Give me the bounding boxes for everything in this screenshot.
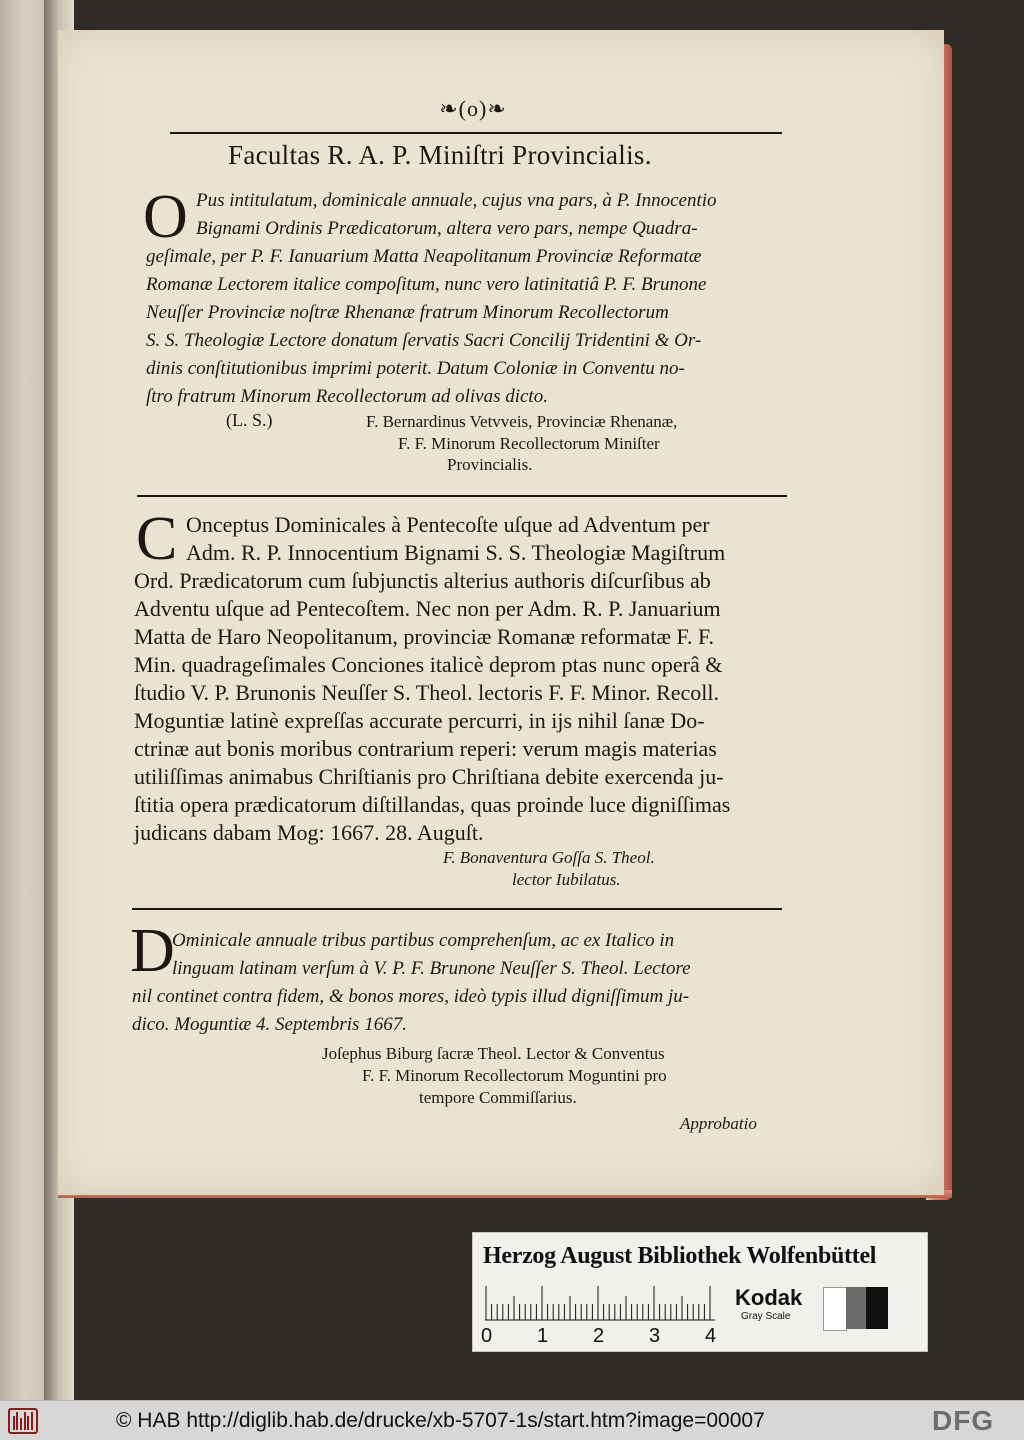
text-line: S. S. Theologiæ Lectore donatum ſervatis Sacri Concilij Tridentini & Or- [146, 330, 702, 351]
viewer-footer [0, 1400, 1024, 1440]
text-line: judicans dabam Mog: 1667. 28. Auguſt. [134, 820, 484, 845]
page-title: Facultas R. A. P. Miniſtri Provincialis. [228, 140, 652, 170]
text-line: Neuſſer Provinciæ noſtræ Rhenanæ fratrum Minorum Recollectorum [146, 302, 669, 323]
gray-patch-mid [846, 1287, 866, 1329]
dropcap-c: C [136, 505, 178, 573]
text-line: linguam latinam verſum à V. P. F. Brunone Neuſſer S. Theol. Lectore [172, 958, 691, 979]
signature-line: F. Bernardinus Vetvveis, Provinciæ Rhenanæ, [366, 412, 678, 431]
text-line: Matta de Haro Neopolitanum, provinciæ Romanæ reformatæ F. F. [134, 624, 714, 649]
signature-line: F. Bonaventura Goſſa S. Theol. [443, 848, 655, 867]
text-line: ſtitia opera prædicatorum diſtillandas, quas proinde luce digniſſimas [134, 792, 731, 817]
dfg-logo: DFG [932, 1405, 995, 1436]
ruler-number: 1 [537, 1325, 549, 1347]
dropcap-o: O [143, 183, 188, 251]
text-line: Adventu uſque ad Pentecoſtem. Nec non per Adm. R. P. Januarium [134, 596, 721, 621]
ruler-number: 4 [705, 1325, 717, 1347]
signature-line: F. F. Minorum Recollectorum Moguntini pro [362, 1066, 667, 1085]
text-line: Onceptus Dominicales à Pentecoſte uſque ad Adventum per [186, 512, 710, 537]
text-line: Bignami Ordinis Prædicatorum, altera vero pars, nempe Quadra- [196, 218, 698, 239]
rule-top [170, 132, 782, 134]
archive-color-card [472, 1232, 928, 1352]
text-line: Ominicale annuale tribus partibus comprehenſum, ac ex Italico in [172, 930, 675, 951]
gray-patch-black [866, 1287, 888, 1329]
ruler-scale [485, 1285, 715, 1321]
copyright-url: © HAB http://diglib.hab.de/drucke/xb-5707-1s/start.htm?image=00007 [116, 1409, 765, 1432]
signature-line: Joſephus Biburg ſacræ Theol. Lector & Conventus [322, 1044, 665, 1063]
catchword: Approbatio [680, 1114, 757, 1133]
gray-scale-label: Gray Scale [741, 1311, 791, 1322]
text-line: Moguntiæ latinè expreſſas accurate percurri, in ijs nihil ſanæ Do- [134, 708, 705, 733]
text-line: Min. quadrageſimales Conciones italicè deprom ptas nunc operâ & [134, 652, 723, 677]
text-line: nil continet contra fidem, & bonos mores, ideò typis illud digniſſimum ju- [132, 986, 690, 1007]
gray-patch-white [823, 1287, 847, 1331]
ruler-number: 0 [481, 1325, 493, 1347]
hab-logo-icon [8, 1408, 38, 1434]
ruler-number: 3 [649, 1325, 661, 1347]
text-line: utiliſſimas animabus Chriſtianis pro Chriſtiana debite exercenda ju- [134, 764, 724, 789]
kodak-brand: Kodak [735, 1285, 803, 1310]
text-line: Adm. R. P. Innocentium Bignami S. S. Theologiæ Magiſtrum [186, 540, 726, 565]
text-line: ſtro fratrum Minorum Recollectorum ad olivas dicto. [146, 386, 548, 407]
rule-divider [132, 908, 782, 910]
header-ornament: ❧(o)❧ [439, 96, 507, 121]
signature-line: tempore Commiſſarius. [419, 1088, 577, 1107]
text-line: geſimale, per P. F. Ianuarium Matta Neapolitanum Provinciæ Reformatæ [146, 246, 702, 267]
dropcap-d: D [130, 917, 175, 985]
signature-line: F. F. Minorum Recollectorum Miniſter [398, 434, 660, 453]
signature-line: lector Iubilatus. [512, 870, 621, 889]
text-line: dinis conſtitutionibus imprimi poterit. Datum Coloniæ in Conventu no- [146, 358, 685, 379]
text-line: ctrinæ aut bonis moribus contrarium reperi: verum magis materias [134, 736, 717, 761]
text-line: Romanæ Lectorem italice compoſitum, nunc vero latinitatiâ P. F. Brunone [146, 274, 707, 295]
text-line: dico. Moguntiæ 4. Septembris 1667. [132, 1014, 407, 1035]
rule-divider [137, 495, 787, 497]
library-name: Herzog August Bibliothek Wolfenbüttel [483, 1243, 877, 1269]
text-line: Ord. Prædicatorum cum ſubjunctis alterius authoris diſcurſibus ab [134, 568, 711, 593]
signature-line: Provincialis. [447, 455, 533, 474]
text-line: ſtudio V. P. Brunonis Neuſſer S. Theol. lectoris F. F. Minor. Recoll. [134, 680, 719, 705]
text-line: Pus intitulatum, dominicale annuale, cujus vna pars, à P. Innocentio [196, 190, 717, 211]
ruler-number: 2 [593, 1325, 605, 1347]
seal-mark: (L. S.) [226, 410, 273, 430]
